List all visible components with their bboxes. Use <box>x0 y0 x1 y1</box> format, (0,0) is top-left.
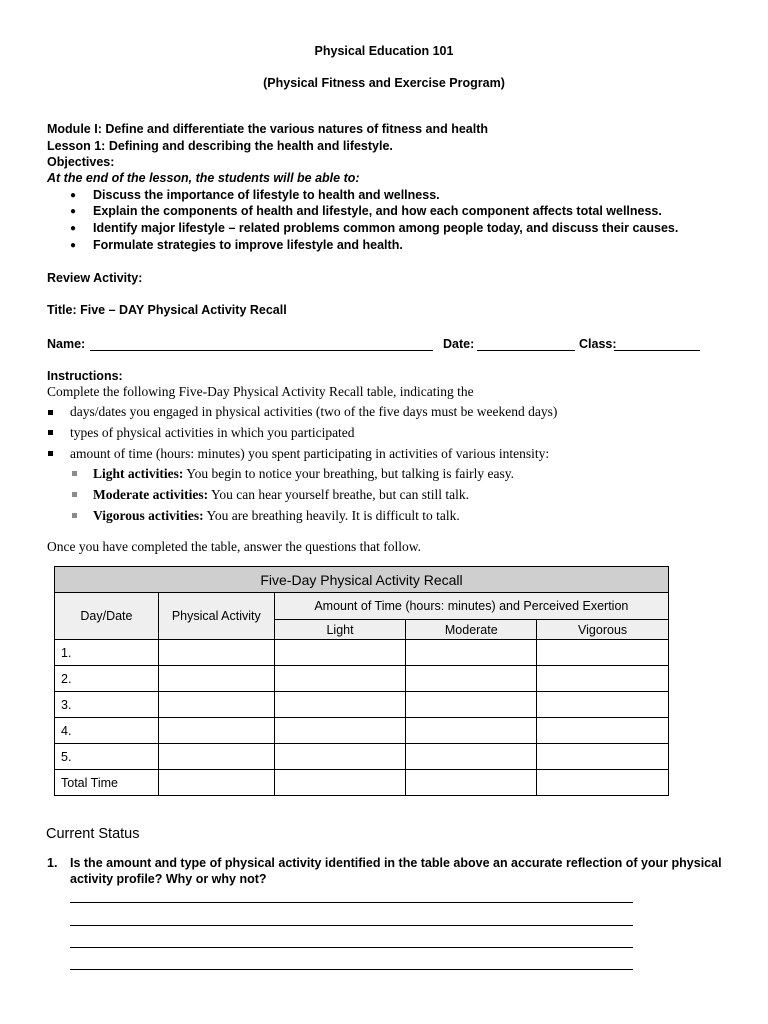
vigorous-cell[interactable] <box>537 692 669 718</box>
instruction-item: days/dates you engaged in physical activities (two of the five days must be weekend days) <box>70 404 558 419</box>
intensity-desc: You are breathing heavily. It is difficult to talk. <box>203 508 460 523</box>
square-bullet-icon <box>72 492 77 497</box>
table-title: Five-Day Physical Activity Recall <box>55 567 669 593</box>
moderate-cell[interactable] <box>406 692 537 718</box>
col-header-day: Day/Date <box>55 593 159 640</box>
intensity-term: Vigorous activities: <box>93 508 204 523</box>
class-field[interactable] <box>614 350 700 351</box>
light-cell[interactable] <box>274 692 406 718</box>
table-row <box>55 744 669 770</box>
intensity-term: Light activities: <box>93 466 184 481</box>
review-activity-label: Review Activity: <box>47 271 143 285</box>
date-field[interactable] <box>477 350 575 351</box>
intensity-item <box>93 466 514 482</box>
class-label: Class: <box>579 337 617 351</box>
instructions-label: Instructions: <box>47 369 123 383</box>
vigorous-cell[interactable] <box>537 666 669 692</box>
answer-line[interactable] <box>70 947 633 948</box>
row-label: 1. <box>55 640 159 666</box>
activity-title: Title: Five – DAY Physical Activity Recall <box>47 303 287 317</box>
activity-cell[interactable] <box>158 744 274 770</box>
current-status-heading: Current Status <box>46 826 140 842</box>
row-label: 3. <box>55 692 159 718</box>
row-label: 4. <box>55 718 159 744</box>
bullet-icon: ● <box>70 206 77 217</box>
subheader-vigorous: Vigorous <box>537 620 669 640</box>
square-bullet-icon <box>48 410 53 415</box>
col-header-activity: Physical Activity <box>158 593 274 640</box>
page-title: Physical Education 101 <box>314 44 454 58</box>
activity-cell[interactable] <box>158 692 274 718</box>
table-row <box>55 692 669 718</box>
instructions-intro: Complete the following Five-Day Physical Activity Recall table, indicating the <box>47 384 474 399</box>
vigorous-cell[interactable] <box>537 744 669 770</box>
objective-item: Discuss the importance of lifestyle to health and wellness. <box>93 188 440 202</box>
answer-line[interactable] <box>70 902 633 903</box>
activity-cell[interactable] <box>158 770 274 796</box>
activity-cell[interactable] <box>158 640 274 666</box>
light-cell[interactable] <box>274 770 406 796</box>
row-label: 2. <box>55 666 159 692</box>
activity-cell[interactable] <box>158 666 274 692</box>
name-field[interactable] <box>90 350 433 351</box>
table-row <box>55 718 669 744</box>
once-completed-text: Once you have completed the table, answer the questions that follow. <box>47 539 422 554</box>
square-bullet-icon <box>72 471 77 476</box>
objective-item: Formulate strategies to improve lifestyle and health. <box>93 238 403 252</box>
objectives-intro: At the end of the lesson, the students will be able to: <box>47 171 360 185</box>
question-text-continued: activity profile? Why or why not? <box>70 872 267 886</box>
light-cell[interactable] <box>274 718 406 744</box>
page-subtitle: (Physical Fitness and Exercise Program) <box>263 76 505 90</box>
question-text: Is the amount and type of physical activity identified in the table above an accurate reflection of your physical <box>70 856 722 870</box>
square-bullet-icon <box>72 513 77 518</box>
light-cell[interactable] <box>274 744 406 770</box>
table-row <box>55 640 669 666</box>
answer-line[interactable] <box>70 925 633 926</box>
light-cell[interactable] <box>274 640 406 666</box>
name-label: Name: <box>47 337 86 351</box>
row-label: Total Time <box>55 770 159 796</box>
activity-cell[interactable] <box>158 718 274 744</box>
moderate-cell[interactable] <box>406 718 537 744</box>
vigorous-cell[interactable] <box>537 770 669 796</box>
instruction-item: amount of time (hours: minutes) you spent participating in activities of various intensity: <box>70 446 550 461</box>
col-header-amount: Amount of Time (hours: minutes) and Perceived Exertion <box>274 593 668 620</box>
bullet-icon: ● <box>70 223 77 234</box>
question-number: 1. <box>47 856 58 870</box>
intensity-desc: You begin to notice your breathing, but talking is fairly easy. <box>183 466 514 481</box>
bullet-icon: ● <box>70 240 77 251</box>
lesson-heading: Lesson 1: Defining and describing the health and lifestyle. <box>47 139 393 153</box>
subheader-light: Light <box>274 620 406 640</box>
answer-line[interactable] <box>70 969 633 970</box>
objective-item: Explain the components of health and lifestyle, and how each component affects total wellness. <box>93 204 662 218</box>
intensity-item <box>93 508 460 524</box>
objective-item: Identify major lifestyle – related problems common among people today, and discuss their causes. <box>93 221 679 235</box>
vigorous-cell[interactable] <box>537 718 669 744</box>
intensity-item <box>93 487 469 503</box>
light-cell[interactable] <box>274 666 406 692</box>
table-row <box>55 770 669 796</box>
bullet-icon: ● <box>70 190 77 201</box>
objectives-label: Objectives: <box>47 155 115 169</box>
square-bullet-icon <box>48 451 53 456</box>
moderate-cell[interactable] <box>406 666 537 692</box>
instruction-item: types of physical activities in which you participated <box>70 425 355 440</box>
moderate-cell[interactable] <box>406 770 537 796</box>
square-bullet-icon <box>48 430 53 435</box>
row-label: 5. <box>55 744 159 770</box>
intensity-term: Moderate activities: <box>93 487 209 502</box>
subheader-moderate: Moderate <box>406 620 537 640</box>
moderate-cell[interactable] <box>406 744 537 770</box>
activity-recall-table <box>54 566 669 796</box>
intensity-desc: You can hear yourself breathe, but can still talk. <box>208 487 470 502</box>
vigorous-cell[interactable] <box>537 640 669 666</box>
date-label: Date: <box>443 337 475 351</box>
table-row <box>55 666 669 692</box>
module-heading: Module I: Define and differentiate the various natures of fitness and health <box>47 122 489 136</box>
moderate-cell[interactable] <box>406 640 537 666</box>
